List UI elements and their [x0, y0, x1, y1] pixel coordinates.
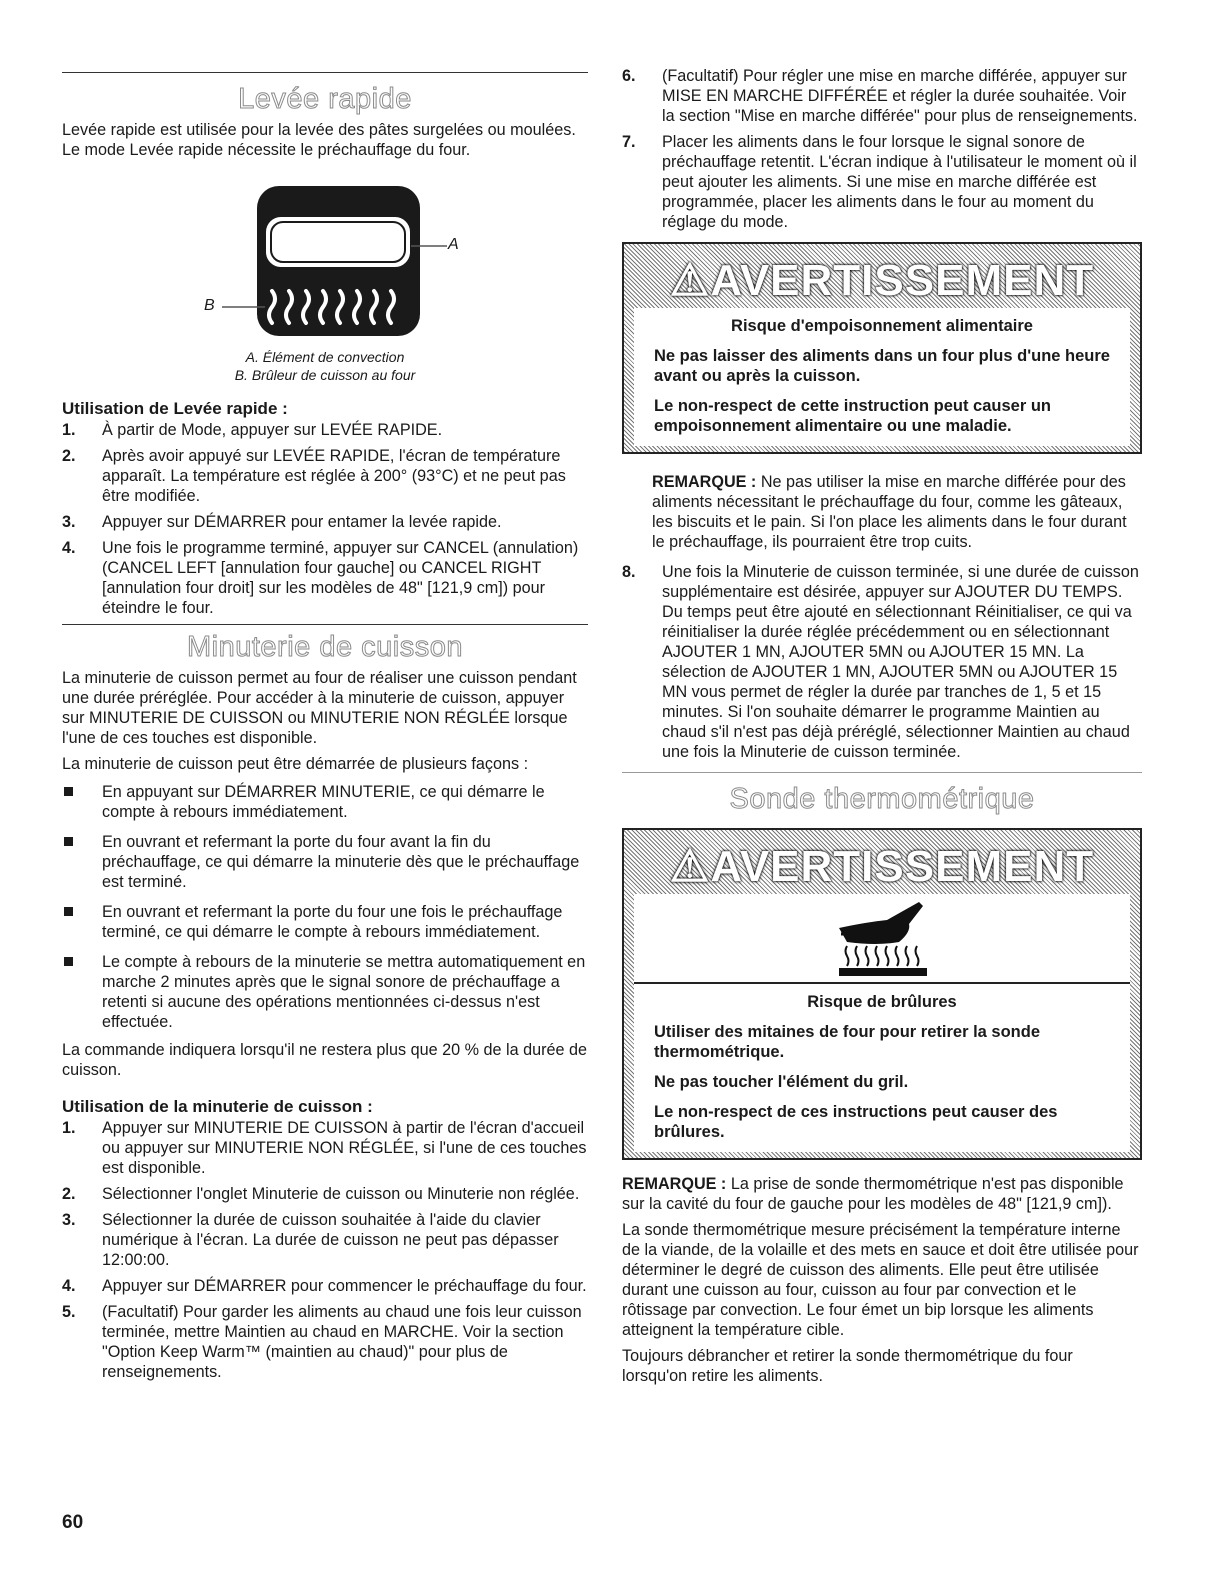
list-item	[62, 832, 588, 892]
warning-body	[634, 308, 1130, 446]
list-item	[62, 1276, 588, 1296]
list-item	[62, 902, 588, 942]
step-number: 4.	[62, 539, 76, 557]
caption-a: A. Élément de convection	[245, 349, 405, 365]
minuterie-intro: La minuterie de cuisson permet au four de réaliser une cuisson pendant une durée préréglée. Pour accéder à la minuterie de cuisson, appuyer sur MINUTERIE DE CUISSON ou MINUTERIE NON RÉGLÉE lorsque l'une de ces touches est disponible.	[62, 669, 577, 747]
step-text: (Facultatif) Pour régler une mise en marche différée, appuyer sur MISE EN MARCHE DIFFÉRÉE et régler la durée souhaitée. Voir la section "Mise en marche différée" pour plus de renseignements.	[662, 67, 1138, 125]
list-item	[62, 420, 588, 440]
step-number: 4.	[62, 1277, 76, 1295]
step-text: Placer les aliments dans le four lorsque le signal sonore de préchauffage retentit. L'écran indique à l'utilisateur le moment où il peut ajouter les aliments. Si une mise en marche différée est programmée, placer les aliments dans le four au moment du réglage du mode.	[662, 133, 1137, 231]
warning-line: Le non-respect de cette instruction peut causer un empoisonnement alimentaire ou une maladie.	[654, 397, 1051, 435]
section-title-sonde: Sonde thermométrique	[729, 783, 1035, 815]
step-number: 3.	[62, 513, 76, 531]
section-divider	[62, 624, 588, 625]
section-title-levee: Levée rapide	[238, 83, 412, 115]
warning-header-text: AVERTISSEMENT	[710, 842, 1095, 891]
list-item	[62, 1118, 588, 1178]
list-item	[622, 562, 1142, 762]
warning-line: Utiliser des mitaines de four pour retirer la sonde thermométrique.	[654, 1023, 1041, 1061]
levee-steps	[62, 420, 588, 618]
step-text: Appuyer sur DÉMARRER pour entamer la levée rapide.	[102, 513, 502, 531]
bullet-text: En ouvrant et refermant la porte du four avant la fin du préchauffage, ce qui démarre la minuterie dès que le préchauffage est terminé.	[102, 833, 580, 891]
warning-box-burn	[622, 828, 1142, 1160]
list-item	[62, 782, 588, 822]
list-item	[62, 512, 588, 532]
warning-line: Ne pas toucher l'élément du gril.	[654, 1073, 909, 1091]
bullet-text: En appuyant sur DÉMARRER MINUTERIE, ce qui démarre le compte à rebours immédiatement.	[102, 783, 545, 821]
step-number: 2.	[62, 1185, 76, 1203]
bullet-icon	[64, 907, 73, 916]
label-b: B	[204, 297, 215, 314]
page-number: 60	[62, 1512, 84, 1533]
step-number: 3.	[62, 1211, 76, 1229]
minuterie-steps-cont	[622, 66, 1142, 232]
minuterie-usage-title: Utilisation de la minuterie de cuisson :	[62, 1097, 373, 1116]
step-number: 2.	[62, 447, 76, 465]
levee-intro: Levée rapide est utilisée pour la levée des pâtes surgelées ou moulées. Le mode Levée rapide nécessite le préchauffage du four.	[62, 121, 576, 159]
warning-line: Le non-respect de ces instructions peut causer des brûlures.	[654, 1103, 1058, 1141]
minuterie-ways-intro: La minuterie de cuisson peut être démarrée de plusieurs façons :	[62, 755, 529, 773]
bullet-text: En ouvrant et refermant la porte du four une fois le préchauffage terminé, ce qui démarre le compte à rebours immédiatement.	[102, 903, 563, 941]
step-text: Sélectionner la durée de cuisson souhaitée à l'aide du clavier numérique à l'écran. La durée de cuisson ne peut pas dépasser 12:00:00.	[102, 1211, 559, 1269]
section-divider	[622, 772, 1142, 773]
step-number: 6.	[622, 67, 636, 85]
sonde-paragraph: Toujours débrancher et retirer la sonde thermométrique du four lorsqu'on retire les aliments.	[622, 1347, 1073, 1385]
warning-header-text: AVERTISSEMENT	[710, 256, 1095, 305]
step-text: Une fois le programme terminé, appuyer sur CANCEL (annulation) (CANCEL LEFT [annulation four gauche] ou CANCEL RIGHT [annulation four droit] sur les modèles de 48" [121,9 cm]) pour éteindre le four.	[102, 539, 579, 617]
warning-triangle-icon: ⚠	[669, 256, 711, 305]
sonde-remark	[622, 1174, 1142, 1214]
bullet-text: Le compte à rebours de la minuterie se mettra automatiquement en marche 2 minutes après que le signal sonore de préchauffage a retenti si aucune des opérations mentionnées ci-dessus n'est effectuée.	[102, 953, 586, 1031]
left-column	[62, 0, 588, 1388]
oven-illustration	[62, 176, 588, 342]
warning-header	[624, 830, 1140, 894]
minuterie-remark	[652, 472, 1142, 552]
remark-label: REMARQUE :	[652, 473, 757, 491]
warning-box-food	[622, 242, 1142, 454]
bullet-icon	[64, 837, 73, 846]
step-text: Après avoir appuyé sur LEVÉE RAPIDE, l'écran de température apparaît. La température est réglée à 200° (93°C) et ne peut pas être modifiée.	[102, 447, 566, 505]
step-number: 1.	[62, 1119, 76, 1137]
list-item	[622, 66, 1142, 126]
list-item	[62, 1302, 588, 1382]
section-title-minuterie: Minuterie de cuisson	[187, 631, 463, 663]
right-column	[622, 0, 1142, 1386]
warning-header	[624, 244, 1140, 308]
minuterie-bullets	[62, 782, 588, 1032]
list-item	[62, 538, 588, 618]
oven-diagram	[62, 176, 588, 342]
list-item	[62, 952, 588, 1032]
remark-text: Ne pas utiliser la mise en marche différée pour des aliments nécessitant le préchauffage du four, comme les gâteaux, les biscuits et le pain. Si l'on place les aliments dans le four durant le préchauffage, ils pourraient être trop cuits.	[652, 473, 1127, 551]
warning-triangle-icon: ⚠	[669, 842, 711, 891]
levee-usage-title: Utilisation de Levée rapide :	[62, 399, 288, 418]
list-item	[62, 1210, 588, 1270]
caption-b: B. Brûleur de cuisson au four	[234, 367, 416, 383]
label-a: A	[448, 236, 459, 253]
warning-body	[634, 894, 1130, 1152]
list-item	[62, 446, 588, 506]
remark-text: La prise de sonde thermométrique n'est pas disponible sur la cavité du four de gauche pour les modèles de 48" [121,9 cm]).	[622, 1175, 1124, 1213]
section-divider	[62, 72, 588, 73]
step-text: Sélectionner l'onglet Minuterie de cuisson ou Minuterie non réglée.	[102, 1185, 580, 1203]
step-number: 1.	[62, 421, 76, 439]
list-item	[622, 132, 1142, 232]
warning-risk: Risque de brûlures	[807, 993, 957, 1011]
minuterie-note: La commande indiquera lorsqu'il ne restera plus que 20 % de la durée de cuisson.	[62, 1041, 588, 1079]
step-text: À partir de Mode, appuyer sur LEVÉE RAPIDE.	[102, 421, 443, 439]
step-text: Appuyer sur MINUTERIE DE CUISSON à partir de l'écran d'accueil ou appuyer sur MINUTERIE NON RÉGLÉE, si l'une de ces touches est disponible.	[102, 1119, 587, 1177]
minuterie-steps	[62, 1118, 588, 1382]
step-text: Une fois la Minuterie de cuisson terminée, si une durée de cuisson supplémentaire est désirée, appuyer sur AJOUTER DU TEMPS. Du temps peut être ajouté en sélectionnant Réinitialiser, ce qui va réinitialiser la durée réglée précédemment ou en sélectionnant AJOUTER 1 MN, AJOUTER 5MN ou AJOUTER 15 MN. La sélection de AJOUTER 1 MN, AJOUTER 5MN ou AJOUTER 15 MN vous permet de régler la durée par tranches de 1, 5 et 15 minutes. Si l'on souhaite démarrer le programme Maintien au chaud s'il n'est pas déjà préréglé, sélectionner Maintien au chaud une fois la Minuterie de cuisson terminée.	[662, 563, 1139, 761]
sonde-paragraph: La sonde thermométrique mesure précisément la température interne de la viande, de la volaille et des mets en sauce et doit être utilisée pour déterminer le degré de cuisson des aliments. Elle peut être utilisée durant une cuisson au four, cuisson au four par convection et le rôtissage par convection. Le four émet un bip lorsque les aliments atteignent la température cible.	[622, 1221, 1139, 1339]
remark-label: REMARQUE :	[622, 1175, 727, 1193]
warning-risk: Risque d'empoisonnement alimentaire	[731, 317, 1033, 335]
bullet-icon	[64, 787, 73, 796]
warning-line: Ne pas laisser des aliments dans un four plus d'une heure avant ou après la cuisson.	[654, 347, 1110, 385]
step-text: Appuyer sur DÉMARRER pour commencer le préchauffage du four.	[102, 1277, 587, 1295]
bullet-icon	[64, 957, 73, 966]
step-number: 8.	[622, 563, 636, 581]
step-number: 7.	[622, 133, 636, 151]
hot-surface-icon	[634, 898, 1130, 984]
step-text: (Facultatif) Pour garder les aliments au chaud une fois leur cuisson terminée, mettre Maintien au chaud en MARCHE. Voir la section "Option Keep Warm™ (maintien au chaud)" pour plus de renseignements.	[102, 1303, 582, 1381]
list-item	[62, 1184, 588, 1204]
step-number: 5.	[62, 1303, 76, 1321]
